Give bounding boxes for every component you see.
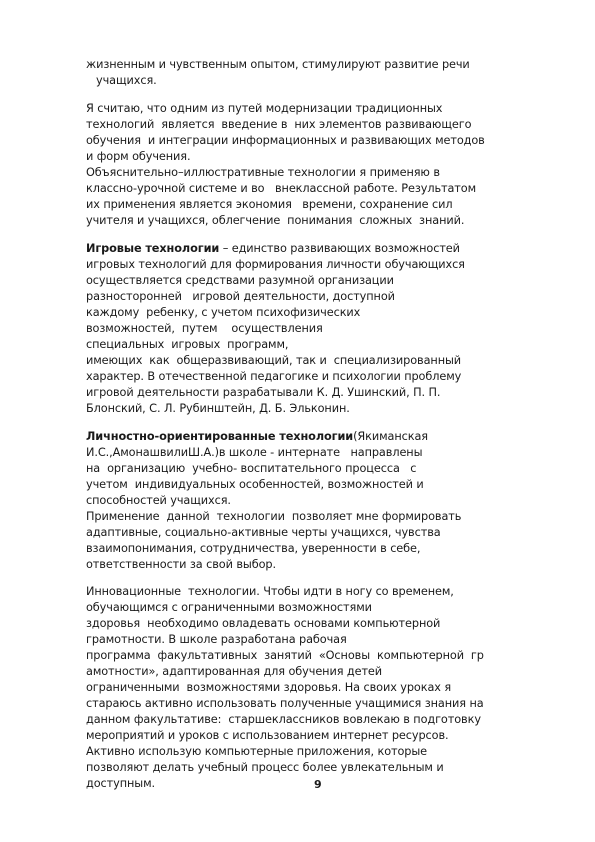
- text-line: игровой деятельности разрабатывали К. Д. Ушинский, П. П.: [86, 386, 441, 399]
- text-line: ограниченными возможностями здоровья. На своих уроках я: [86, 681, 452, 694]
- text-fragment: (Якиманская: [353, 430, 428, 443]
- text-line: программа факультативных занятий «Основы компьютерной гр: [86, 649, 484, 662]
- text-line: Я считаю, что одним из путей модернизации традиционных: [86, 102, 443, 115]
- text-line: способностей учащихся.: [86, 494, 231, 507]
- text-line: стараюсь активно использовать полученные учащимися знания на: [86, 697, 484, 710]
- text-line: учителя и учащихся, облегчение понимания сложных знаний.: [86, 214, 465, 227]
- section-heading-games: Игровые технологии: [86, 242, 220, 255]
- text-line: учетом индивидуальных особенностей, возможностей и: [86, 478, 424, 491]
- text-line: обучения и интеграции информационных и развивающих методов: [86, 134, 485, 147]
- text-line: игровых технологий для формирования личности обучающихся: [86, 258, 465, 271]
- text-line: адаптивные, социально-активные черты учащихся, чувства: [86, 526, 441, 539]
- text-line: обучающимся с ограниченными возможностями: [86, 601, 372, 614]
- text-fragment: – единство развивающих возможностей: [219, 242, 460, 255]
- text-line: Применение данной технологии позволяет мне формировать: [86, 510, 462, 523]
- text-line: амотности», адаптированная для обучения детей: [86, 665, 383, 678]
- text-line: каждому ребенку, с учетом психофизических: [86, 306, 361, 319]
- page-number: 9: [314, 778, 322, 791]
- section-heading-personal: Личностно-ориентированные технологии: [86, 430, 354, 443]
- text-line: специальных игровых программ,: [86, 338, 289, 351]
- text-line: [86, 429, 428, 445]
- text-line: Объяснительно–иллюстративные технологии я применяю в: [86, 166, 440, 179]
- text-line: технологий является введение в них элементов развивающего: [86, 118, 472, 131]
- text-line: их применения является экономия времени, сохранение сил: [86, 198, 453, 211]
- text-line: доступным.: [86, 777, 156, 790]
- text-line: классно-урочной системе и во внеклассной работе. Результатом: [86, 182, 477, 195]
- text-line: на организацию учебно- воспитательного процесса с: [86, 462, 417, 475]
- text-line: Инновационные технологии. Чтобы идти в ногу со временем,: [86, 585, 454, 598]
- text-line: жизненным и чувственным опытом, стимулируют развитие речи: [86, 58, 470, 71]
- text-line: имеющих как общеразвивающий, так и специализированный: [86, 354, 462, 367]
- text-line: взаимопонимания, сотрудничества, уверенности в себе,: [86, 542, 421, 555]
- text-line: Блонский, С. Л. Рубинштейн, Д. Б. Эльконин.: [86, 402, 350, 415]
- text-line: грамотности. В школе разработана рабочая: [86, 633, 347, 646]
- text-line: учащихся.: [96, 74, 157, 87]
- text-line: здоровья необходимо овладевать основами компьютерной: [86, 617, 441, 630]
- text-line: осуществляется средствами разумной организации: [86, 274, 394, 287]
- text-line: [86, 241, 460, 257]
- text-line: разносторонней игровой деятельности, доступной: [86, 290, 395, 303]
- text-line: мероприятий и уроков с использованием интернет ресурсов.: [86, 729, 449, 742]
- text-line: характер. В отечественной педагогике и психологии проблему: [86, 370, 462, 383]
- text-line: Активно использую компьютерные приложения, которые: [86, 745, 428, 758]
- text-line: ответственности за свой выбор.: [86, 558, 276, 571]
- text-line: И.С.,АмонашвилиШ.А.)в школе - интернате направлены: [86, 446, 423, 459]
- text-line: данном факультативе: старшеклассников вовлекаю в подготовку: [86, 713, 481, 726]
- text-line: возможностей, путем осуществления: [86, 322, 323, 335]
- text-line: позволяют делать учебный процесс более увлекательным и: [86, 761, 444, 774]
- text-line: и форм обучения.: [86, 150, 191, 163]
